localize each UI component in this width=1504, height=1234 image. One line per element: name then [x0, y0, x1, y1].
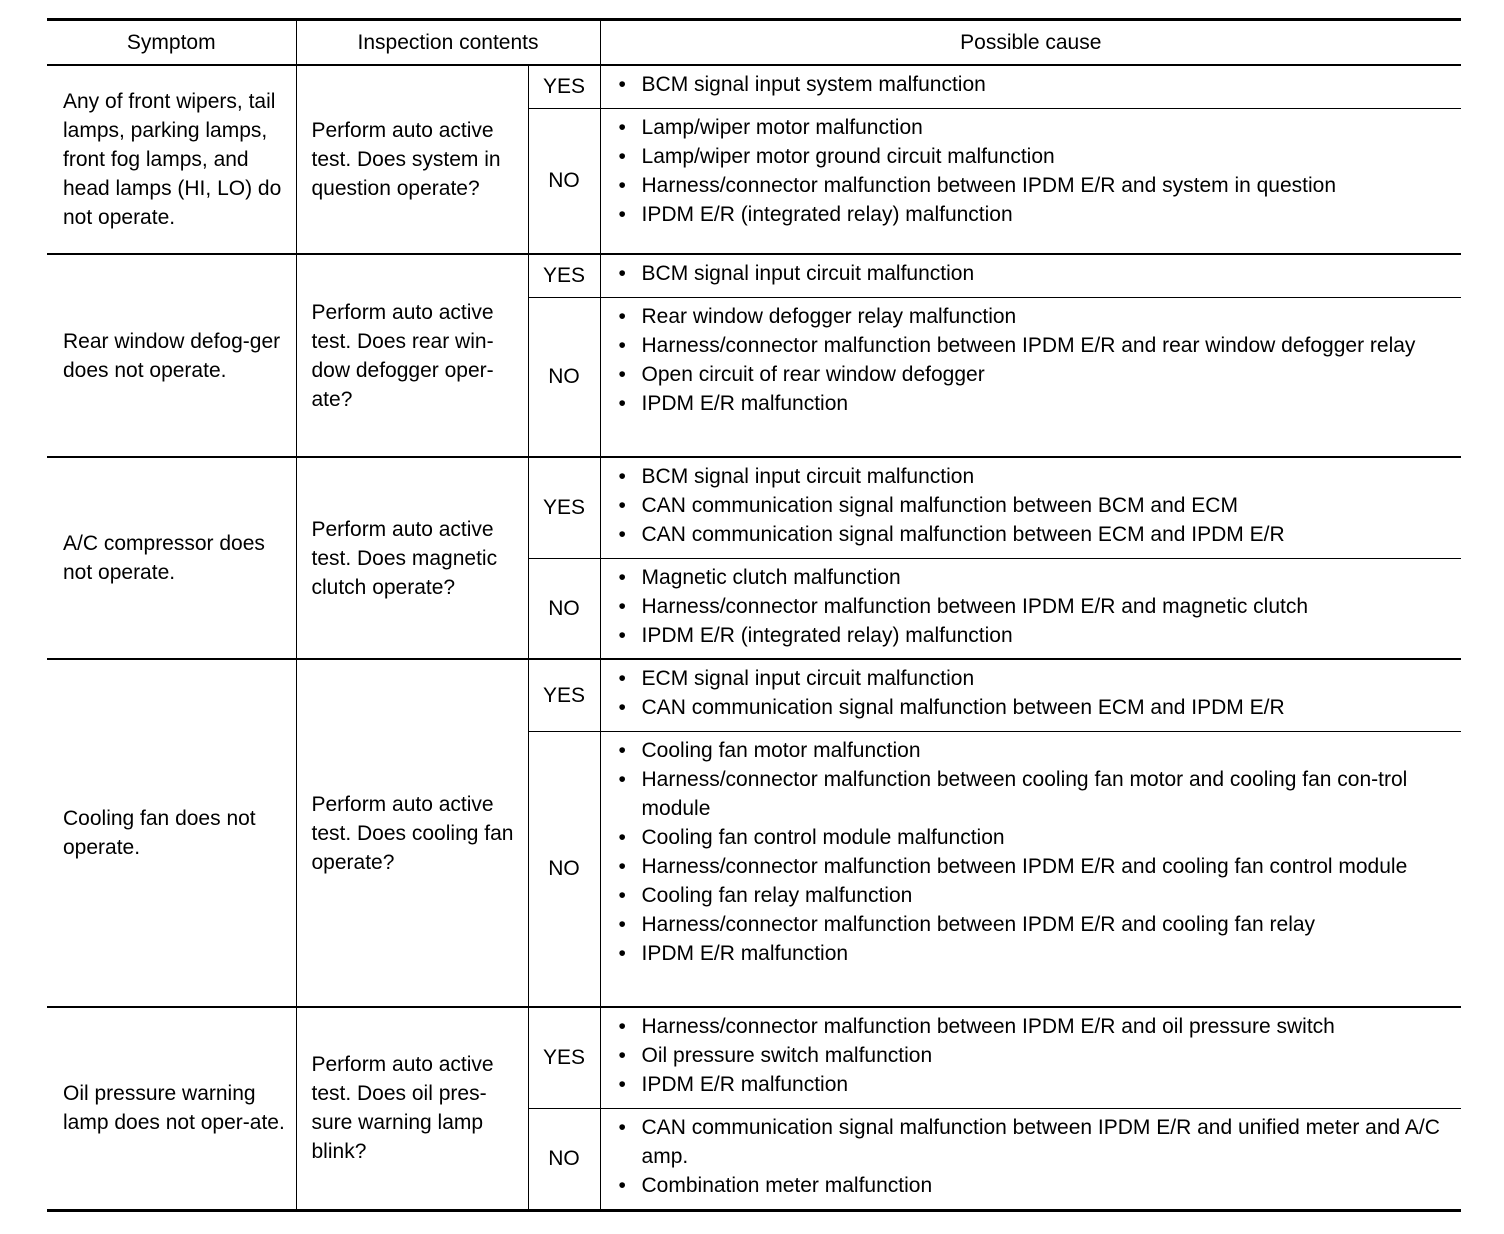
result-cell: YES	[528, 254, 600, 297]
result-cell: YES	[528, 65, 600, 108]
cause-item: • Harness/connector malfunction between cooling fan motor and cooling fan con-trol module	[619, 765, 1452, 823]
cause-list	[619, 113, 1452, 229]
inspection-cell: Perform auto active test. Does oil pres-sure warning lamp blink?	[296, 1007, 528, 1210]
diagnosis-table	[47, 18, 1461, 1212]
cause-item: • IPDM E/R (integrated relay) malfunction	[619, 200, 1452, 229]
cause-cell	[600, 65, 1461, 108]
cause-item: • Oil pressure switch malfunction	[619, 1041, 1452, 1070]
cause-item: • Combination meter malfunction	[619, 1171, 1452, 1200]
cause-item: • Harness/connector malfunction between IPDM E/R and cooling fan relay	[619, 910, 1452, 939]
table-row	[47, 659, 1461, 731]
cause-item: • Cooling fan motor malfunction	[619, 736, 1452, 765]
cause-item: • Cooling fan relay malfunction	[619, 881, 1452, 910]
table-row	[47, 65, 1461, 108]
inspection-cell: Perform auto active test. Does cooling fan operate?	[296, 659, 528, 1007]
cause-cell	[600, 659, 1461, 731]
cause-item: • Lamp/wiper motor ground circuit malfunction	[619, 142, 1452, 171]
result-cell: NO	[528, 731, 600, 1007]
symptom-cell: Any of front wipers, tail lamps, parking lamps, front fog lamps, and head lamps (HI, LO) do not operate.	[47, 65, 296, 254]
header-inspection: Inspection contents	[296, 20, 600, 66]
symptom-cell: Oil pressure warning lamp does not oper-ate.	[47, 1007, 296, 1210]
cause-item: • CAN communication signal malfunction between BCM and ECM	[619, 491, 1452, 520]
table-body	[47, 65, 1461, 1210]
cause-item: • Harness/connector malfunction between IPDM E/R and rear window defogger relay	[619, 331, 1452, 360]
cause-item: • ECM signal input circuit malfunction	[619, 664, 1452, 693]
cause-list	[619, 259, 1452, 288]
cause-item: • CAN communication signal malfunction between ECM and IPDM E/R	[619, 693, 1452, 722]
cause-cell	[600, 1108, 1461, 1210]
result-cell: YES	[528, 1007, 600, 1108]
symptom-cell: Cooling fan does not operate.	[47, 659, 296, 1007]
cause-list	[619, 302, 1452, 418]
inspection-cell: Perform auto active test. Does rear win-dow defogger oper-ate?	[296, 254, 528, 457]
cause-item: • IPDM E/R (integrated relay) malfunction	[619, 621, 1452, 650]
cause-cell	[600, 254, 1461, 297]
header-cause: Possible cause	[600, 20, 1461, 66]
cause-item: • IPDM E/R malfunction	[619, 939, 1452, 968]
inspection-cell: Perform auto active test. Does magnetic clutch operate?	[296, 457, 528, 659]
symptom-cell: Rear window defog-ger does not operate.	[47, 254, 296, 457]
cause-item: • Harness/connector malfunction between IPDM E/R and magnetic clutch	[619, 592, 1452, 621]
header-symptom: Symptom	[47, 20, 296, 66]
cause-cell	[600, 1007, 1461, 1108]
result-cell: NO	[528, 1108, 600, 1210]
cause-list	[619, 736, 1452, 968]
cause-list	[619, 462, 1452, 549]
cause-cell	[600, 297, 1461, 457]
table-row	[47, 457, 1461, 558]
result-cell: NO	[528, 297, 600, 457]
cause-item: • Harness/connector malfunction between IPDM E/R and system in question	[619, 171, 1452, 200]
cause-item: • IPDM E/R malfunction	[619, 389, 1452, 418]
cause-cell	[600, 558, 1461, 659]
cause-list	[619, 1113, 1452, 1200]
cause-item: • Open circuit of rear window defogger	[619, 360, 1452, 389]
result-cell: NO	[528, 108, 600, 254]
cause-item: • BCM signal input circuit malfunction	[619, 462, 1452, 491]
table-row	[47, 254, 1461, 297]
cause-list	[619, 70, 1452, 99]
cause-item: • BCM signal input system malfunction	[619, 70, 1452, 99]
cause-item: • BCM signal input circuit malfunction	[619, 259, 1452, 288]
cause-item: • Lamp/wiper motor malfunction	[619, 113, 1452, 142]
cause-list	[619, 1012, 1452, 1099]
result-cell: YES	[528, 659, 600, 731]
cause-item: • Harness/connector malfunction between IPDM E/R and oil pressure switch	[619, 1012, 1452, 1041]
cause-item: • CAN communication signal malfunction between ECM and IPDM E/R	[619, 520, 1452, 549]
cause-cell	[600, 731, 1461, 1007]
cause-list	[619, 563, 1452, 650]
cause-cell	[600, 457, 1461, 558]
table-row	[47, 1007, 1461, 1108]
cause-item: • Rear window defogger relay malfunction	[619, 302, 1452, 331]
inspection-cell: Perform auto active test. Does system in question operate?	[296, 65, 528, 254]
result-cell: NO	[528, 558, 600, 659]
cause-list	[619, 664, 1452, 722]
header-row	[47, 20, 1461, 66]
result-cell: YES	[528, 457, 600, 558]
cause-item: • Harness/connector malfunction between IPDM E/R and cooling fan control module	[619, 852, 1452, 881]
cause-cell	[600, 108, 1461, 254]
cause-item: • CAN communication signal malfunction between IPDM E/R and unified meter and A/C amp.	[619, 1113, 1452, 1171]
cause-item: • Magnetic clutch malfunction	[619, 563, 1452, 592]
cause-item: • IPDM E/R malfunction	[619, 1070, 1452, 1099]
symptom-cell: A/C compressor does not operate.	[47, 457, 296, 659]
cause-item: • Cooling fan control module malfunction	[619, 823, 1452, 852]
